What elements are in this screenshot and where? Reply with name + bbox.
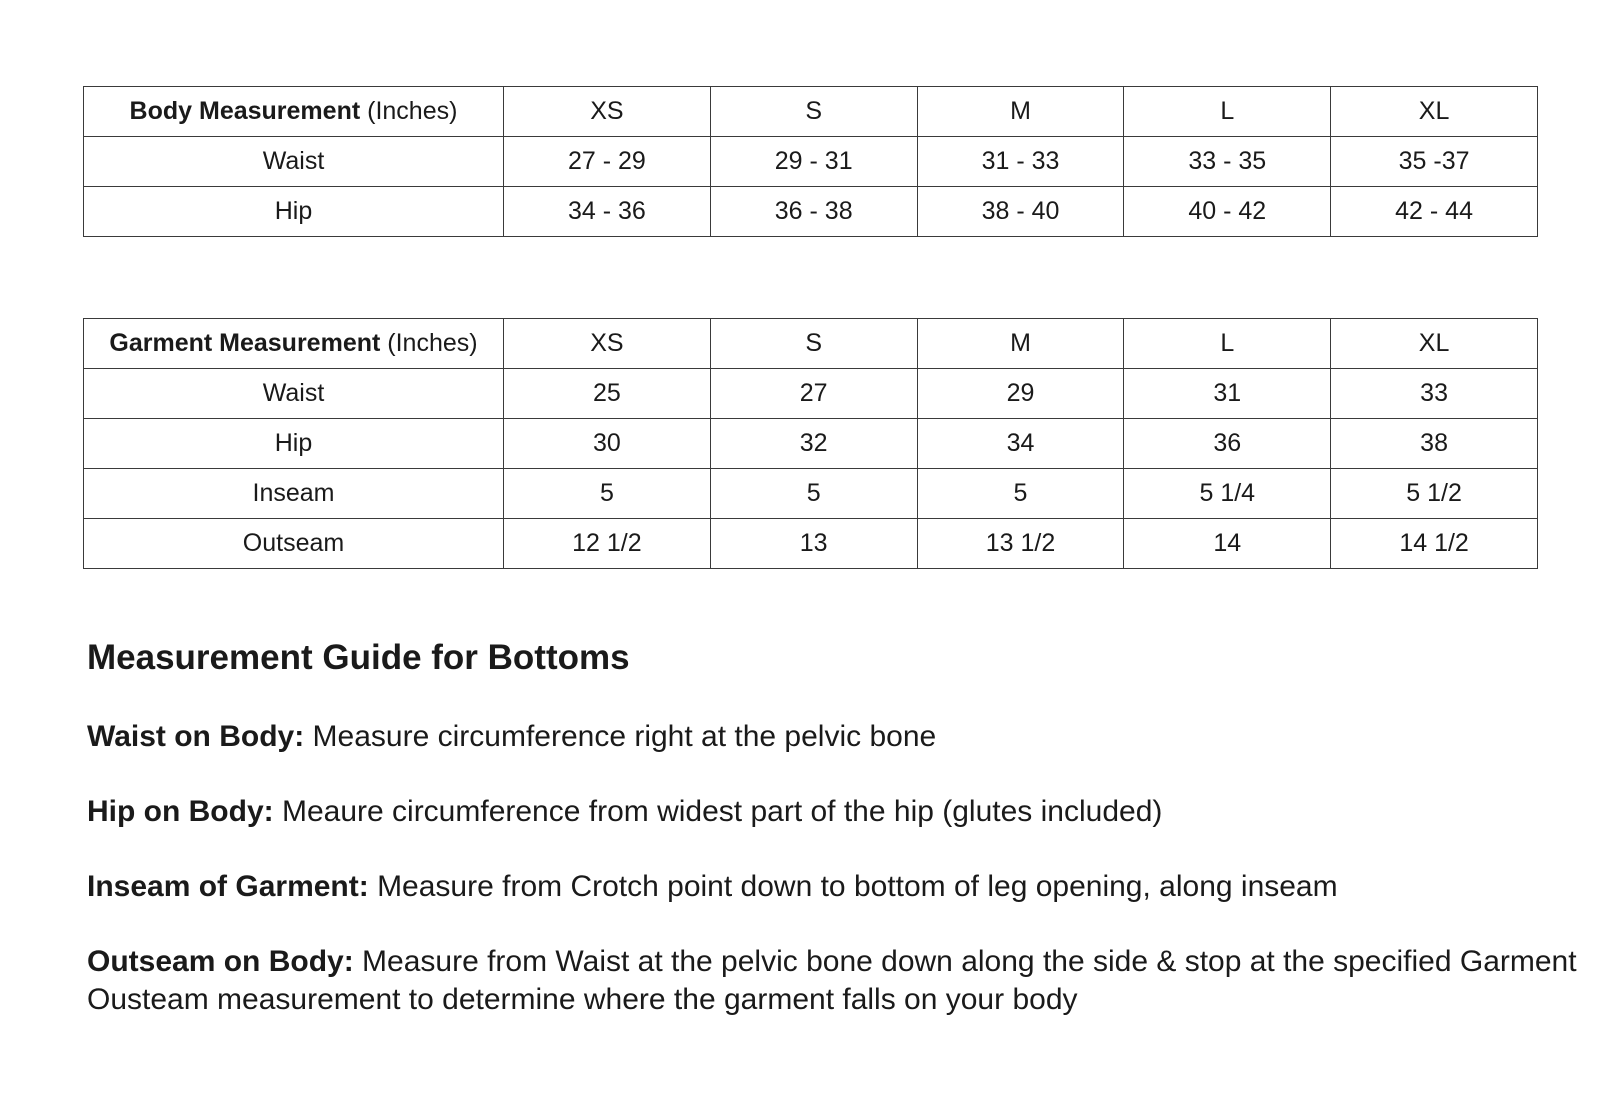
table-cell: 5 [504,469,711,519]
size-header: XL [1331,87,1538,137]
table-cell: 35 -37 [1331,137,1538,187]
table-header-row [84,87,1538,137]
table-cell: 42 - 44 [1331,187,1538,237]
table-cell: 30 [504,419,711,469]
row-label: Waist [84,137,504,187]
guide-text: Meaure circumference from widest part of the hip (glutes included) [273,795,1163,828]
guide-term: Inseam of Garment: [87,870,369,903]
table-cell: 13 1/2 [917,519,1124,569]
table-cell: 13 [710,519,917,569]
table-cell: 25 [504,369,711,419]
table-cell: 34 - 36 [504,187,711,237]
guide-term: Hip on Body: [87,795,274,828]
table-cell: 27 [710,369,917,419]
guide-item-waist [87,718,1587,756]
table-cell: 31 [1124,369,1331,419]
table-cell: 33 [1331,369,1538,419]
guide-term: Outseam on Body: [87,945,354,978]
size-header: S [710,87,917,137]
table-cell: 27 - 29 [504,137,711,187]
size-header: XS [504,87,711,137]
table-cell: 32 [710,419,917,469]
guide-item-inseam [87,868,1587,906]
header-label-unit: (Inches) [380,329,478,357]
size-header: S [710,319,917,369]
table-header-row [84,319,1538,369]
size-header: M [917,87,1124,137]
row-label: Waist [84,369,504,419]
table-cell: 5 1/4 [1124,469,1331,519]
table-cell: 29 [917,369,1124,419]
row-label: Hip [84,187,504,237]
table-cell: 14 [1124,519,1331,569]
guide-text: Measure from Crotch point down to bottom of leg opening, along inseam [368,870,1338,903]
table-header-label [84,87,504,137]
table-cell: 5 [710,469,917,519]
guide-term: Waist on Body: [87,720,305,753]
header-label-bold: Garment Measurement [109,329,381,357]
table-cell: 12 1/2 [504,519,711,569]
table-cell: 38 [1331,419,1538,469]
table-cell: 5 1/2 [1331,469,1538,519]
header-label-unit: (Inches) [360,97,458,125]
table-cell: 5 [917,469,1124,519]
table-row [84,137,1538,187]
table-cell: 36 [1124,419,1331,469]
guide-item-outseam [87,943,1587,1019]
size-header: L [1124,87,1331,137]
table-header-label [84,319,504,369]
row-label: Outseam [84,519,504,569]
size-header: XL [1331,319,1538,369]
table-cell: 38 - 40 [917,187,1124,237]
table-cell: 14 1/2 [1331,519,1538,569]
guide-item-hip [87,793,1587,831]
table-cell: 34 [917,419,1124,469]
table-row [84,469,1538,519]
table-row [84,519,1538,569]
row-label: Hip [84,419,504,469]
garment-measurement-table [83,318,1538,569]
table-row [84,369,1538,419]
guide-text: Measure from Waist at the pelvic bone down along the side & stop at the specified Garment Ousteam measurement to determine where the garment falls on your body [87,945,1577,1016]
table-row [84,187,1538,237]
table-cell: 31 - 33 [917,137,1124,187]
table-cell: 29 - 31 [710,137,917,187]
guide-text: Measure circumference right at the pelvic bone [304,720,937,753]
body-measurement-table [83,86,1538,237]
size-header: L [1124,319,1331,369]
header-label-bold: Body Measurement [129,97,361,125]
guide-title: Measurement Guide for Bottoms [87,638,630,677]
table-cell: 33 - 35 [1124,137,1331,187]
row-label: Inseam [84,469,504,519]
size-header: M [917,319,1124,369]
table-cell: 40 - 42 [1124,187,1331,237]
size-header: XS [504,319,711,369]
table-row [84,419,1538,469]
table-cell: 36 - 38 [710,187,917,237]
